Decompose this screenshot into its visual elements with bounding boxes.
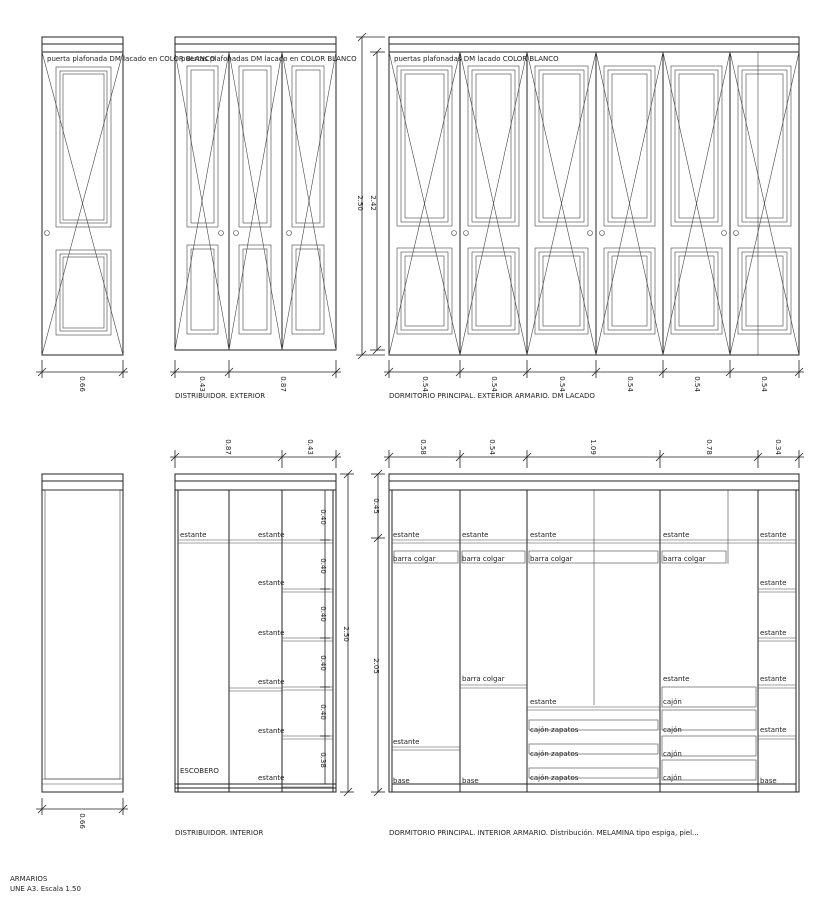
int6-cajon-zap-b: cajón zapatos: [530, 750, 579, 758]
dim-int6-w2: 1.09: [589, 439, 597, 455]
int3-estante-4: estante: [258, 629, 285, 637]
dim-int3-s5: 0.38: [319, 752, 327, 768]
dim-ext-six-2: 0.54: [558, 376, 566, 392]
int6-base-c: base: [760, 777, 777, 785]
dim-int3-height: 2.50: [342, 626, 350, 642]
int6-base-a: base: [393, 777, 410, 785]
dim-ext-height-outer: 2.50: [356, 195, 364, 211]
door-panel-moulding: [604, 66, 655, 226]
door-panel-moulding: [679, 74, 714, 218]
ext-single-note: puerta plafonada DM lacado en COLOR BLANCO: [47, 55, 216, 63]
door-panel-moulding: [608, 252, 651, 330]
dim-ext-six-5: 0.54: [760, 376, 768, 392]
ext-single-wardrobe: [42, 37, 216, 355]
int6-cajon-zap-a: cajón zapatos: [530, 726, 579, 734]
door-knob: [452, 231, 457, 236]
caption-ext-dormitorio: DORMITORIO PRINCIPAL. EXTERIOR ARMARIO. DM LACADO: [389, 392, 595, 400]
door-panel-moulding: [405, 256, 444, 326]
dim-ext-height-inner: 2.42: [369, 195, 377, 211]
int6-cajon-a: cajón: [663, 698, 682, 706]
int6-estante-h: estante: [663, 675, 690, 683]
int6-estante-i: estante: [760, 675, 787, 683]
caption-int-dormitorio: DORMITORIO PRINCIPAL. INTERIOR ARMARIO. Distribución. MELAMINA tipo espiga, piel...: [389, 829, 699, 837]
dim-int6-w4: 0.34: [774, 439, 782, 455]
door-panel-moulding: [401, 252, 448, 330]
dim-int6-w1: 0.54: [488, 439, 496, 455]
caption-ext-distribuidor: DISTRIBUIDOR. EXTERIOR: [175, 392, 266, 400]
door-knob: [734, 231, 739, 236]
door-panel-moulding: [742, 70, 787, 222]
int6-estante-f: estante: [760, 579, 787, 587]
dim-int3-s1: 0.40: [319, 558, 327, 574]
door-panel-moulding: [401, 70, 448, 222]
door-panel-moulding: [675, 252, 718, 330]
ext-six-wardrobe: [389, 37, 799, 355]
door-panel-moulding: [476, 74, 511, 218]
door-knob: [464, 231, 469, 236]
door-panel-moulding: [539, 70, 584, 222]
door-panel-moulding: [543, 256, 580, 326]
dim-ext-single: 0.66: [78, 376, 86, 392]
int6-barra-d: barra colgar: [663, 555, 706, 563]
int3-estante-3: estante: [258, 579, 285, 587]
door-panel-moulding: [612, 256, 647, 326]
int3-estante-2: estante: [258, 531, 285, 539]
int3-estante-5: estante: [258, 678, 285, 686]
int6-estante-j: estante: [530, 698, 557, 706]
dim-int3-w-b: 0.43: [306, 439, 314, 455]
door-panel-moulding: [472, 252, 515, 330]
int6-barra-a: barra colgar: [393, 555, 436, 563]
door-panel-moulding: [476, 256, 511, 326]
door-panel-moulding: [612, 74, 647, 218]
int-six-wardrobe: [371, 439, 804, 796]
door-panel-moulding: [468, 66, 519, 226]
dim-int3-s3: 0.40: [319, 655, 327, 671]
int6-estante-l: estante: [393, 738, 420, 746]
int6-barra-e: barra colgar: [462, 675, 505, 683]
int6-cajon-c: cajón: [663, 750, 682, 758]
int6-cajon-d: cajón: [663, 774, 682, 782]
dim-ext-three-a: 0.43: [198, 376, 206, 392]
ext-three-note: puertas plafonadas DM lacado en COLOR BLANCO: [181, 55, 357, 63]
int6-base-b: base: [462, 777, 479, 785]
dim-ext-six-1: 0.54: [490, 376, 498, 392]
door-panel-moulding: [608, 70, 651, 222]
int6-estante-c: estante: [530, 531, 557, 539]
title-block-scale: UNE A3. Escala 1.50: [10, 885, 81, 893]
dim-ext-three-b: 0.87: [279, 376, 287, 392]
door-panel-moulding: [671, 248, 722, 334]
int6-estante-a: estante: [393, 531, 420, 539]
int6-estante-k: estante: [760, 726, 787, 734]
int3-estante-6: estante: [258, 727, 285, 735]
ext-six-note: puertas plafonadas DM lacado COLOR BLANCO: [394, 55, 559, 63]
door-panel-moulding: [468, 248, 519, 334]
title-block-title: ARMARIOS: [10, 875, 48, 883]
dim-ext-six-3: 0.54: [626, 376, 634, 392]
door-panel-moulding: [604, 248, 655, 334]
int6-cajon-zap-c: cajón zapatos: [530, 774, 579, 782]
door-knob: [588, 231, 593, 236]
int6-estante-d: estante: [663, 531, 690, 539]
dim-int3-s4: 0.40: [319, 704, 327, 720]
dim-int6-w3: 0.78: [705, 439, 713, 455]
dim-ext-six-4: 0.54: [693, 376, 701, 392]
caption-int-distribuidor: DISTRIBUIDOR. INTERIOR: [175, 829, 264, 837]
door-panel-moulding: [671, 66, 722, 226]
door-knob: [722, 231, 727, 236]
int3-estante-1: estante: [180, 531, 207, 539]
door-panel-moulding: [742, 252, 787, 330]
dim-int3-s0: 0.40: [319, 509, 327, 525]
door-panel-moulding: [746, 256, 783, 326]
int3-escobero: ESCOBERO: [180, 767, 219, 775]
door-panel-moulding: [472, 70, 515, 222]
ext-three-wardrobe: [175, 37, 357, 350]
int6-estante-e: estante: [760, 531, 787, 539]
int6-estante-g: estante: [760, 629, 787, 637]
dim-int3-w-a: 0.87: [224, 439, 232, 455]
int6-estante-b: estante: [462, 531, 489, 539]
door-panel-moulding: [679, 256, 714, 326]
ext-dimensions: [36, 33, 804, 392]
door-panel-moulding: [539, 252, 584, 330]
int6-barra-c: barra colgar: [530, 555, 573, 563]
int-three-wardrobe: [170, 439, 354, 796]
dim-int6-h-top: 0.45: [372, 498, 380, 514]
int3-estante-7: estante: [258, 774, 285, 782]
int6-cajon-b: cajón: [663, 726, 682, 734]
door-panel-moulding: [675, 70, 718, 222]
dim-int6-w0: 0.58: [419, 439, 427, 455]
dim-int-single: 0.66: [78, 813, 86, 829]
dim-ext-six-0: 0.54: [421, 376, 429, 392]
dim-int3-s2: 0.40: [319, 606, 327, 622]
int6-barra-b: barra colgar: [462, 555, 505, 563]
int-single-wardrobe: [36, 474, 128, 829]
door-knob: [600, 231, 605, 236]
dim-int6-h-bottom: 2.05: [372, 658, 380, 674]
